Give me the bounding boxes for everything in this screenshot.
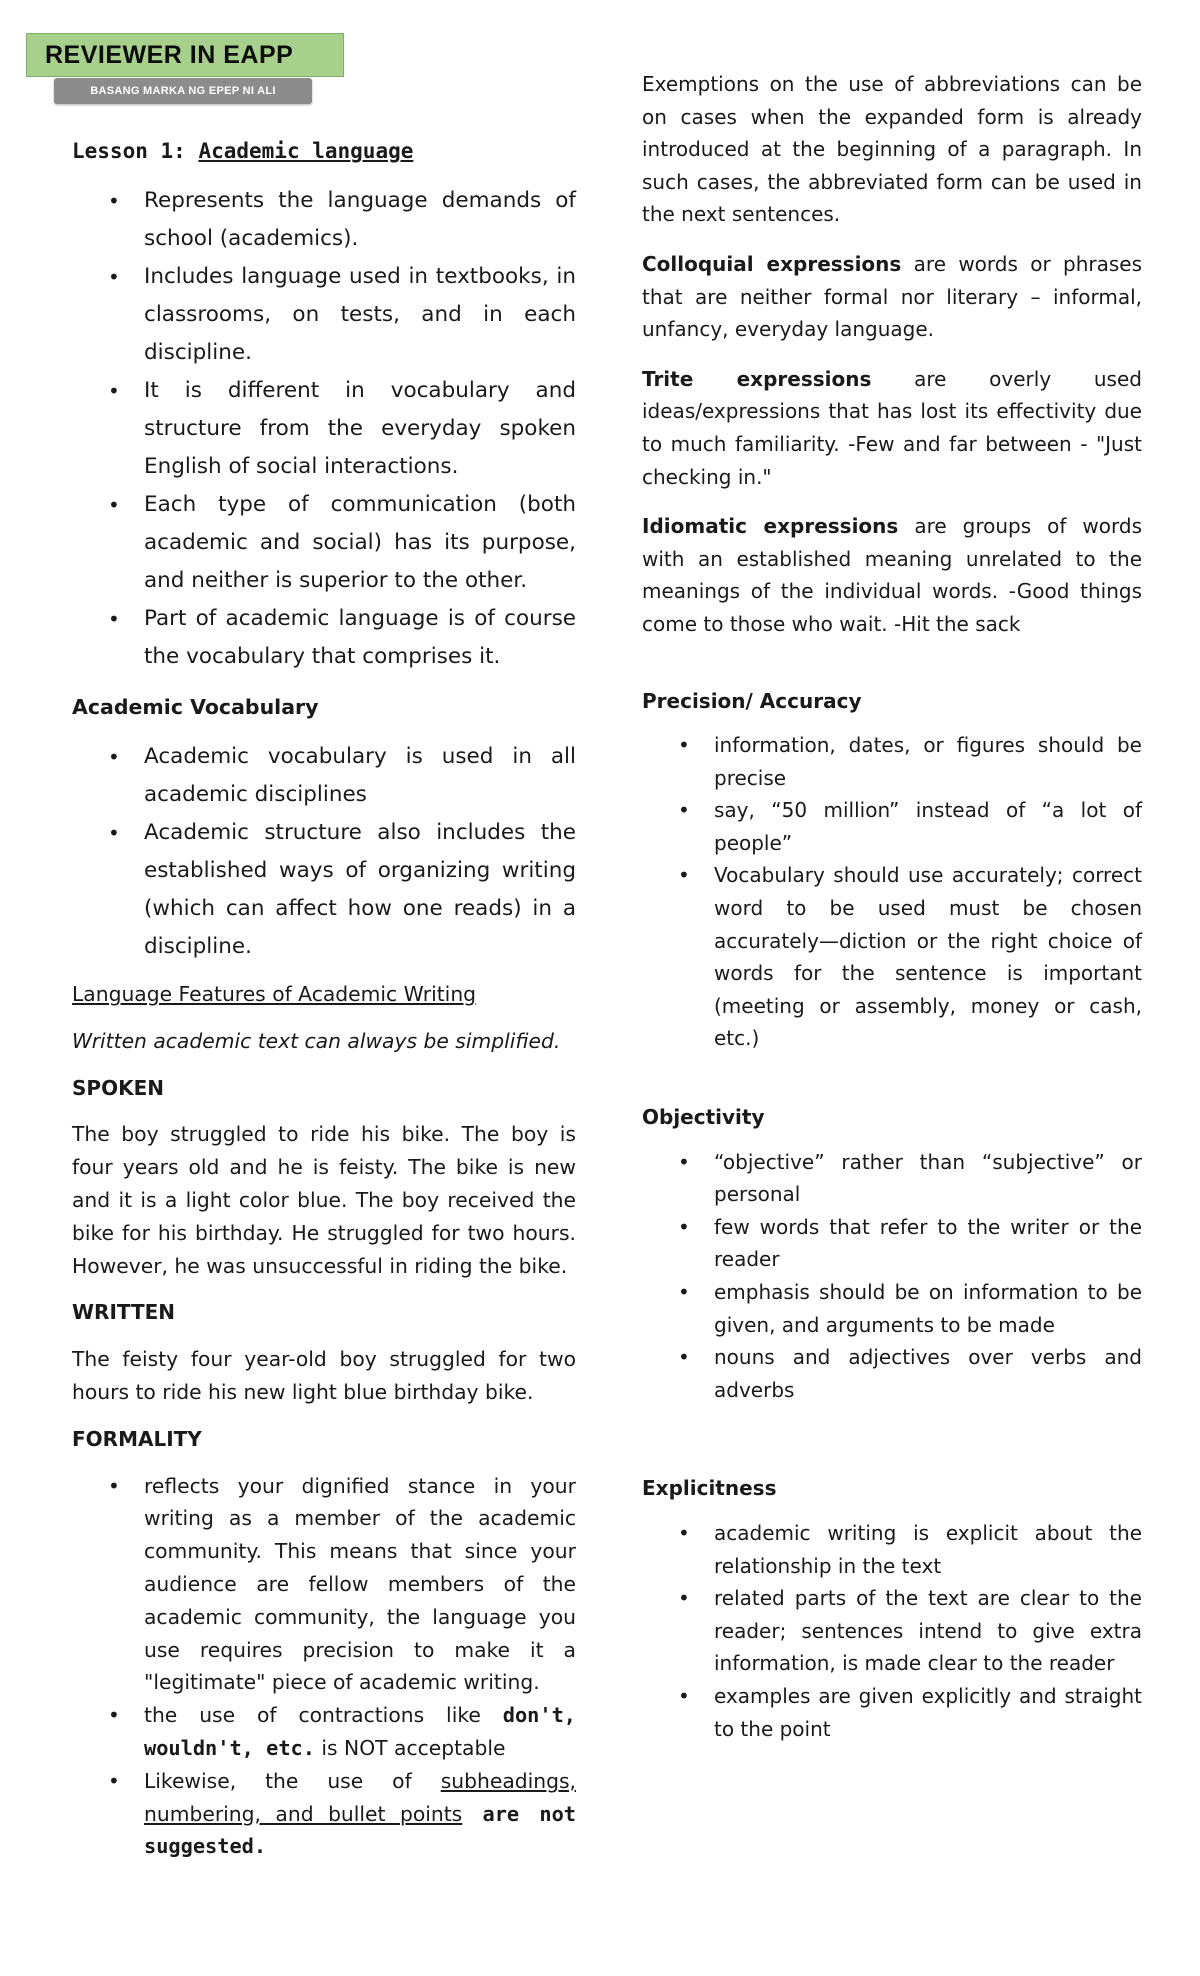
trite-term: Trite expressions: [642, 366, 872, 391]
list-item: • emphasis should be on information to be given, and arguments to be made: [642, 1276, 1142, 1341]
features-note: Written academic text can always be simplified.: [72, 1028, 561, 1053]
trite-paragraph: [642, 363, 1142, 493]
list-item: • related parts of the text are clear to the reader; sentences intend to give extra information, is made clear to the reader: [642, 1582, 1142, 1680]
list-item: • “objective” rather than “subjective” or personal: [642, 1146, 1142, 1211]
list-item: [72, 1765, 576, 1863]
written-heading: WRITTEN: [72, 1300, 176, 1325]
list-item: • say, “50 million” instead of “a lot of people”: [642, 794, 1142, 859]
list-item: [72, 1699, 576, 1765]
list-item: • nouns and adjectives over verbs and adverbs: [642, 1341, 1142, 1406]
spoken-text: The boy struggled to ride his bike. The boy is four years old and he is feisty. The bike is new and it is a light color blue. The boy received the bike for his birthday. He struggled for two hours. However, he was unsuccessful in riding the bike.: [72, 1122, 576, 1278]
colloquial-term: Colloquial expressions: [642, 251, 902, 276]
list-item: • few words that refer to the writer or the reader: [642, 1211, 1142, 1276]
formality-bullet-list: [72, 1470, 576, 1864]
colloquial-paragraph: [642, 248, 1142, 346]
list-item: • Part of academic language is of course the vocabulary that comprises it.: [72, 600, 576, 676]
explicitness-heading: Explicitness: [642, 1476, 777, 1501]
lesson-bullet-list: [72, 182, 576, 676]
lesson-title: Academic language: [198, 139, 414, 163]
contractions-examples: don't, wouldn't, etc.: [144, 1703, 576, 1760]
subheadings-text: subheadings, numbering, and bullet points: [144, 1768, 576, 1826]
features-heading: Language Features of Academic Writing: [72, 982, 477, 1006]
formality-heading: FORMALITY: [72, 1426, 202, 1451]
precision-bullet-list: [642, 729, 1142, 1055]
subtitle-banner: [54, 78, 312, 104]
contractions-text: the use of contractions like: [144, 1703, 503, 1728]
list-item: • academic writing is explicit about the relationship in the text: [642, 1517, 1142, 1582]
spoken-heading: SPOKEN: [72, 1075, 164, 1100]
left-column: [72, 126, 576, 1863]
exemptions-paragraph: Exemptions on the use of abbreviations can be on cases when the expanded form is already introduced at the beginning of a paragraph. In such cases, the abbreviated form can be used in the next sentences.: [642, 72, 1142, 227]
idiomatic-term: Idiomatic expressions: [642, 514, 899, 539]
not-suggested-text: are not suggested.: [144, 1801, 576, 1859]
vocab-heading: Academic Vocabulary: [72, 695, 319, 719]
vocab-bullet-list: [72, 738, 576, 966]
precision-heading: Precision/ Accuracy: [642, 688, 862, 713]
contractions-verdict: is NOT acceptable: [314, 1735, 506, 1760]
list-item: • Academic structure also includes the established ways of organizing writing (which can affect how one reads) in a discipline.: [72, 814, 576, 966]
list-item: • Includes language used in textbooks, in classrooms, on tests, and in each discipline.: [72, 258, 576, 372]
list-item: • examples are given explicitly and straight to the point: [642, 1680, 1142, 1745]
page-title: REVIEWER IN EAPP: [45, 40, 294, 69]
title-banner: [26, 33, 344, 77]
objectivity-bullet-list: [642, 1146, 1142, 1407]
trite-definition: are overly used ideas/expressions that has lost its effectivity due to much familiarity. -Few and far between - "Just checking in.": [642, 366, 1142, 489]
list-item: • It is different in vocabulary and structure from the everyday spoken English of social interactions.: [72, 372, 576, 486]
list-item: • reflects your dignified stance in your writing as a member of the academic community. This means that since your audience are fellow members of the academic community, the language you use requires precision to make it a "legitimate" piece of academic writing.: [72, 1470, 576, 1700]
colloquial-definition: are words or phrases that are neither formal nor literary – informal, unfancy, everyday language.: [642, 251, 1142, 342]
list-item: • Represents the language demands of school (academics).: [72, 182, 576, 258]
list-item: • Academic vocabulary is used in all academic disciplines: [72, 738, 576, 814]
explicitness-bullet-list: [642, 1517, 1142, 1745]
right-column: [642, 68, 1142, 1745]
idiomatic-paragraph: [642, 510, 1142, 640]
page-subtitle: BASANG MARKA NG EPEP NI ALI: [90, 85, 276, 97]
list-item: • Vocabulary should use accurately; correct word to be used must be chosen accurately—diction or the right choice of words for the sentence is important (meeting or assembly, money or cash, etc.): [642, 859, 1142, 1055]
lesson-heading: [72, 132, 576, 170]
likewise-text: Likewise, the use of: [144, 1768, 441, 1793]
list-item: • information, dates, or figures should be precise: [642, 729, 1142, 794]
lesson-prefix: Lesson 1:: [72, 139, 199, 163]
written-text: The feisty four year-old boy struggled for two hours to ride his new light blue birthday bike.: [72, 1347, 576, 1404]
objectivity-heading: Objectivity: [642, 1105, 765, 1130]
idiomatic-definition: are groups of words with an established meaning unrelated to the meanings of the individual words. -Good things come to those who wait. -Hit the sack: [642, 514, 1143, 636]
list-item: • Each type of communication (both academic and social) has its purpose, and neither is superior to the other.: [72, 486, 576, 600]
